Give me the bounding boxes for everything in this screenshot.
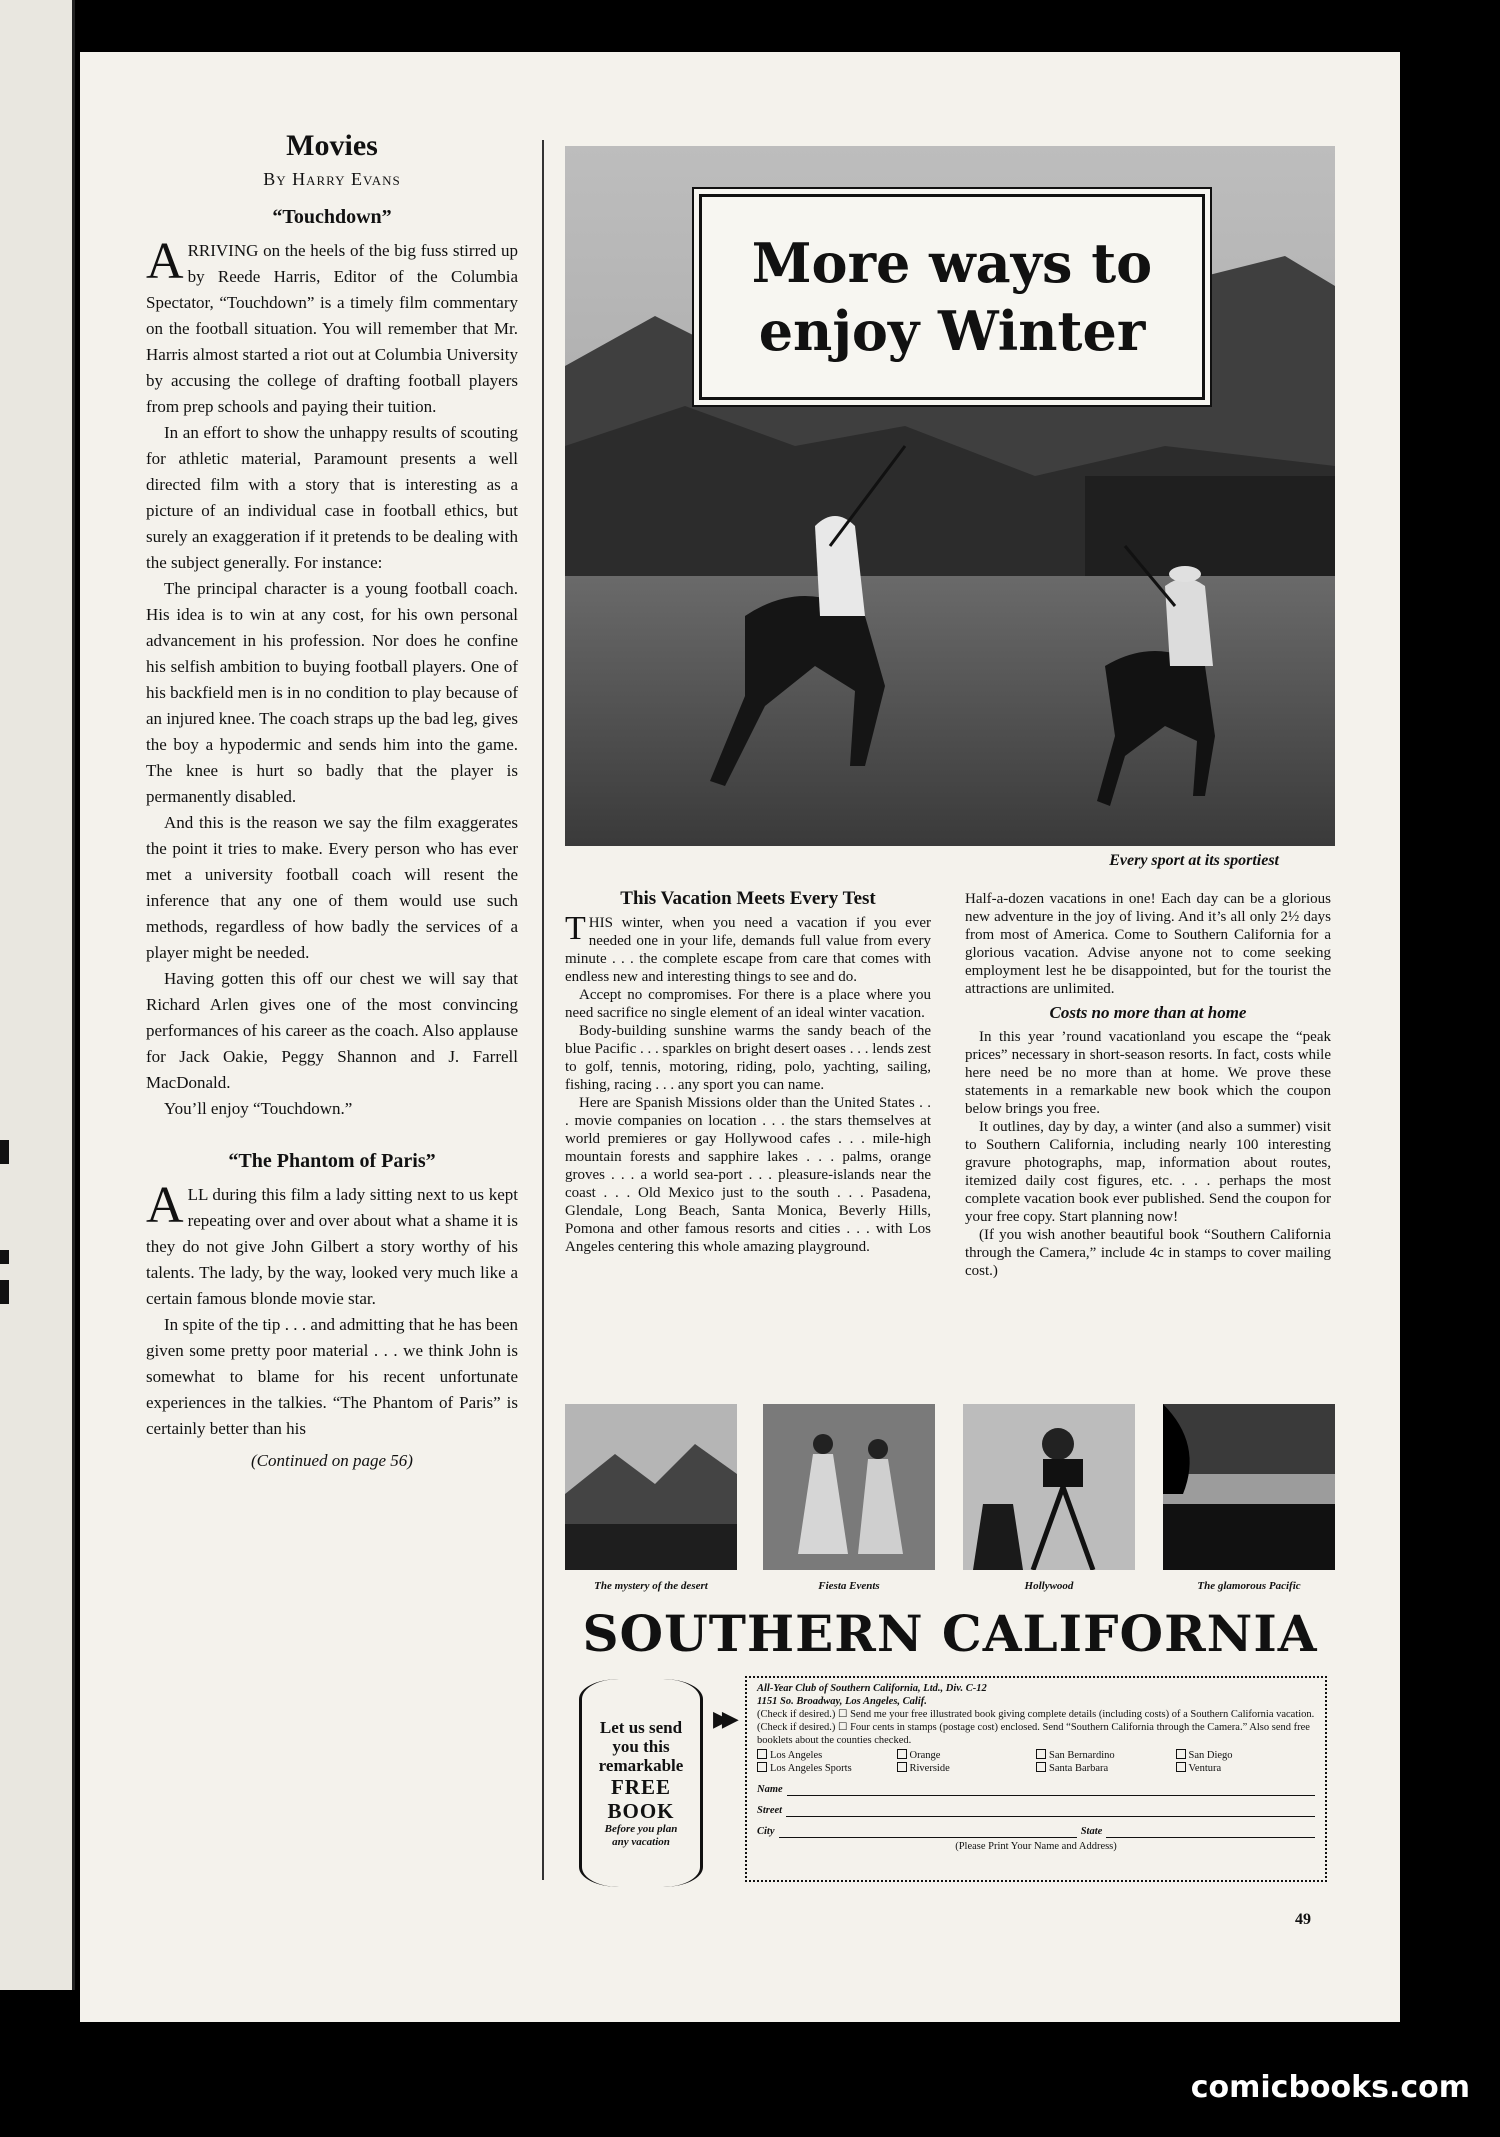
review-paragraph: In an effort to show the unhappy results of scouting for athletic material, Paramount presents a well directed film with a story that is interesting as a picture of an individual case in football ethics, but surely an exaggeration if it pretends to be dealing with the subject generally. For instance: bbox=[146, 423, 518, 572]
checkbox-icon[interactable] bbox=[1036, 1762, 1046, 1772]
movies-column bbox=[146, 128, 518, 1474]
review-paragraph: Having gotten this off our chest we will say that Richard Arlen gives one of the most convincing performances of his career as the coach. Also applause for Jack Oakie, Peggy Shannon and J. Farrell MacDonald. bbox=[146, 969, 518, 1092]
facing-page-edge bbox=[0, 0, 75, 1990]
column-title: Movies bbox=[286, 129, 378, 162]
margin-mark bbox=[0, 1140, 9, 1164]
ad-paragraph: Half-a-dozen vacations in one! Each day can be a glorious new adventure in the joy of living. And it’s all only 2½ days from most of America. Come to Southern California for a glorious vacation. Advise anyone not to come seeking employment lest he be disappointed, but for the tourist the attractions are unlimited. bbox=[965, 891, 1331, 997]
continued-note: (Continued on page 56) bbox=[251, 1451, 413, 1470]
coupon-address: All-Year Club of Southern California, Ltd., Div. C-12 bbox=[757, 1683, 987, 1694]
ad-body-column-1 bbox=[565, 890, 931, 1256]
thumb-photo-pacific bbox=[1163, 1404, 1335, 1570]
street-field[interactable]: Street bbox=[757, 1804, 1315, 1817]
review-paragraph: The principal character is a young football coach. His idea is to win at any cost, for his own personal advancement in his profession. Nor does he confine his selfish ambition to buying football players. One of his backfield men is in no condition to play because of an injured knee. The coach straps up the bad leg, gives the boy a hypodermic and sends him into the game. The knee is hurt so badly that the player is permanently disabled. bbox=[146, 579, 518, 806]
county-checkbox[interactable]: Los Angeles bbox=[757, 1749, 897, 1762]
drop-cap: A bbox=[146, 1177, 184, 1234]
checkbox-icon[interactable] bbox=[1176, 1762, 1186, 1772]
checkbox-icon[interactable] bbox=[897, 1749, 907, 1759]
ad-subhead: Costs no more than at home bbox=[1049, 1003, 1247, 1022]
county-checkboxes bbox=[757, 1749, 1315, 1775]
review-paragraph: ALL during this film a lady sitting next to us kept repeating over and over about what a shame it is they do not give John Gilbert a story worthy of his talents. The lady, by the way, looked very much like a certain famous blonde movie star. bbox=[146, 1177, 518, 1308]
review-paragraph: In spite of the tip . . . and admitting that he has been given some pretty poor material . . . we think John is somewhat to blame for his recent unfortunate experiences in the talkies. “The Phantom of Paris” is certainly better than his bbox=[146, 1315, 518, 1438]
margin-mark bbox=[0, 1250, 9, 1264]
checkbox-icon[interactable] bbox=[757, 1762, 767, 1772]
thumb-photo-hollywood bbox=[963, 1404, 1135, 1570]
checkbox-icon[interactable] bbox=[1036, 1749, 1046, 1759]
review-paragraph: ARRIVING on the heels of the big fuss stirred up by Reede Harris, Editor of the Columbia Spectator, “Touchdown” is a timely film commentary on the football situation. You will remember that Mr. Harris almost started a riot out at Columbia University by accusing the college of drafting football players from prep schools and paying their tuition. bbox=[146, 233, 518, 416]
county-checkbox[interactable]: Orange bbox=[897, 1749, 1037, 1762]
thumb-photo-fiesta bbox=[763, 1404, 935, 1570]
ad-body-column-2 bbox=[965, 890, 1331, 1280]
margin-mark bbox=[0, 1280, 9, 1304]
ad-paragraph: Body-building sunshine warms the sandy beach of the blue Pacific . . . sparkles on bright desert oases . . . lends zest to golf, tennis, motoring, riding, polo, yachting, sailing, fishing, racing . . . any sport you can name. bbox=[565, 1023, 931, 1093]
ad-paragraph: It outlines, day by day, a winter (and also a summer) visit to Southern California, including nearly 100 interesting gravure photographs, map, information about routes, itemized daily cost figures, etc. . . . perhaps the most complete vacation book ever published. Send the coupon for your free copy. Start planning now! bbox=[965, 1119, 1331, 1225]
thumb-caption: The mystery of the desert bbox=[594, 1580, 708, 1592]
column-byline: By Harry Evans bbox=[263, 169, 401, 189]
ad-paragraph: Here are Spanish Missions older than the United States . . . movie companies on location . . . the stars themselves at world premieres or gay Hollywood cafes . . . mile-high mountain forests and sapphire lakes . . . palms, orange groves . . . a world sea-port . . . pleasure-islands near the coast . . . Old Mexico just to the south . . . Pasadena, Glendale, Long Beach, Santa Monica, Beverly Hills, Pomona and other famous resorts and cities . . . with Los Angeles centering this whole amazing playground. bbox=[565, 1095, 931, 1255]
county-checkbox[interactable]: San Bernardino bbox=[1036, 1749, 1176, 1762]
ad-headline: More ways to enjoy Winter bbox=[751, 231, 1153, 363]
ad-subhead: This Vacation Meets Every Test bbox=[620, 888, 876, 909]
ad-paragraph: In this year ’round vacationland you escape the “peak prices” necessary in short-season resorts. In fact, costs while here need be no more than at home. We prove these statements in a remarkable new book which the coupon below brings you free. bbox=[965, 1029, 1331, 1117]
drop-cap: T bbox=[565, 910, 586, 947]
thumb-caption: Hollywood bbox=[1024, 1580, 1074, 1592]
coupon-address: 1151 So. Broadway, Los Angeles, Calif. bbox=[757, 1696, 927, 1707]
thumb-caption: Fiesta Events bbox=[818, 1580, 880, 1592]
name-field[interactable]: Name bbox=[757, 1783, 1315, 1796]
page-number: 49 bbox=[1295, 1911, 1311, 1928]
checkbox-icon[interactable] bbox=[897, 1762, 907, 1772]
free-book-offer bbox=[567, 1679, 707, 1887]
county-checkbox[interactable]: Ventura bbox=[1176, 1762, 1316, 1775]
county-checkbox[interactable]: San Diego bbox=[1176, 1749, 1316, 1762]
southern-california-ad bbox=[565, 146, 1335, 1888]
ad-paragraph: (If you wish another beautiful book “Southern California through the Camera,” include 4c in stamps to cover mailing cost.) bbox=[965, 1227, 1331, 1279]
county-checkbox[interactable]: Los Angeles Sports bbox=[757, 1762, 897, 1775]
ad-paragraph: THIS winter, when you need a vacation if you ever needed one in your life, demands full value from every minute . . . the complete escape from care that comes with endless new and interesting things to see and do. bbox=[565, 910, 931, 985]
thumb-caption: The glamorous Pacific bbox=[1197, 1580, 1301, 1592]
column-divider bbox=[542, 140, 544, 1880]
county-checkbox[interactable]: Riverside bbox=[897, 1762, 1037, 1775]
county-checkbox[interactable]: Santa Barbara bbox=[1036, 1762, 1176, 1775]
coupon-check-camera[interactable]: (Check if desired.) ☐ Four cents in stamps (postage cost) enclosed. Send “Southern California through the Camera.” Also send free booklets about the counties checked. bbox=[757, 1722, 1310, 1746]
mail-coupon[interactable] bbox=[745, 1676, 1327, 1882]
city-state-field[interactable]: City State bbox=[757, 1825, 1315, 1838]
headline-box bbox=[699, 194, 1205, 400]
arrow-icon: ▶▶ bbox=[713, 1706, 731, 1731]
checkbox-icon[interactable] bbox=[1176, 1749, 1186, 1759]
review-paragraph: You’ll enjoy “Touchdown.” bbox=[164, 1099, 353, 1118]
watermark: comicbooks.com bbox=[1190, 2070, 1470, 2105]
ad-paragraph: Accept no compromises. For there is a place where you need sacrifice no single element of an ideal winter vacation. bbox=[565, 987, 931, 1021]
review-title-touchdown: “Touchdown” bbox=[272, 206, 392, 228]
thumb-photo-desert bbox=[565, 1404, 737, 1570]
coupon-check-book[interactable]: (Check if desired.) ☐ Send me your free illustrated book giving complete details (including costs) of a Southern California vacation. bbox=[757, 1709, 1315, 1720]
drop-cap: A bbox=[146, 233, 184, 290]
offer-bracket: Let us send you this remarkable FREE BOOK Before you plan any vacation bbox=[579, 1679, 703, 1887]
checkbox-icon[interactable] bbox=[757, 1749, 767, 1759]
review-paragraph: And this is the reason we say the film exaggerates the point it tries to make. Every person who has ever met a university football coach will resent the inference that any one of them would use such methods, regardless of how badly the services of a player might be needed. bbox=[146, 813, 518, 962]
polo-photo bbox=[565, 146, 1335, 846]
print-note: (Please Print Your Name and Address) bbox=[955, 1841, 1117, 1852]
review-title-phantom: “The Phantom of Paris” bbox=[228, 1150, 436, 1172]
photo-caption: Every sport at its sportiest bbox=[1109, 852, 1279, 869]
brand-banner: SOUTHERN CALIFORNIA bbox=[582, 1604, 1318, 1663]
